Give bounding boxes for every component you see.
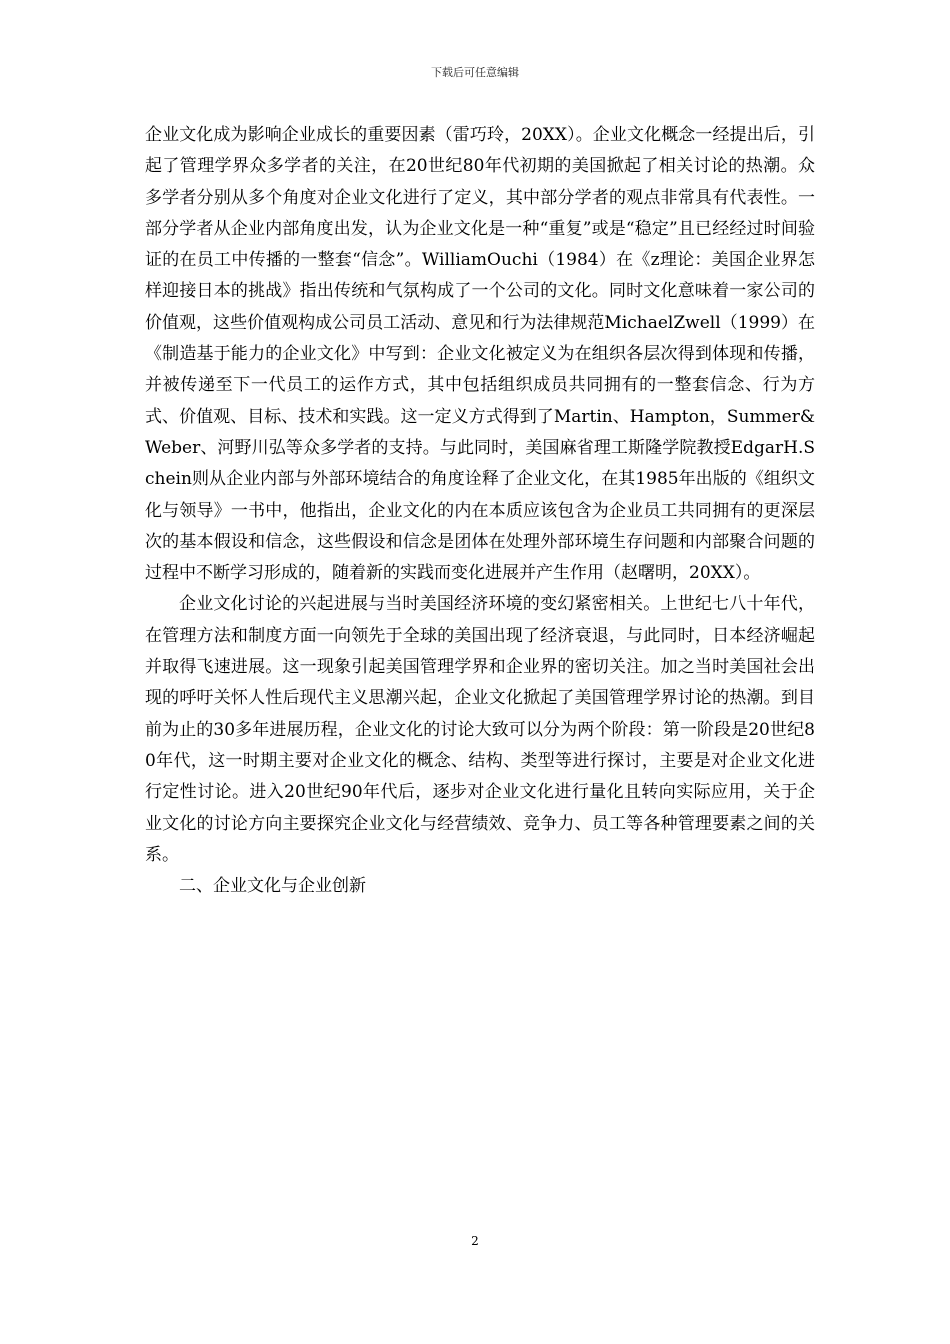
document-body — [145, 120, 815, 902]
page-header: 下载后可任意编辑 — [431, 66, 519, 79]
paragraph-1: 企业文化成为影响企业成长的重要因素（雷巧玲，20XX）。企业文化概念一经提出后，引起了管理学界众多学者的关注，在20世纪80年代初期的美国掀起了相关讨论的热潮。众多学者分别从多个角度对企业文化进行了定义，其中部分学者的观点非常具有代表性。一部分学者从企业内部角度出发，认为企业文化是一种“重复”或是“稳定”且已经经过时间验证的在员工中传播的一整套“信念”。WilliamOuchi（1984）在《z理论：美国企业界怎样迎接日本的挑战》指出传统和气氛构成了一个公司的文化。同时文化意味着一家公司的价值观，这些价值观构成公司员工活动、意见和行为法律规范MichaelZwell（1999）在《制造基于能力的企业文化》中写到：企业文化被定义为在组织各层次得到体现和传播，并被传递至下一代员工的运作方式，其中包括组织成员共同拥有的一整套信念、行为方式、价值观、目标、技术和实践。这一定义方式得到了Martin、Hampton，Summer&Weber、河野川弘等众多学者的支持。与此同时，美国麻省理工斯隆学院教授EdgarH.Schein则从企业内部与外部环境结合的角度诠释了企业文化，在其1985年出版的《组织文化与领导》一书中，他指出，企业文化的内在本质应该包含为企业员工共同拥有的更深层次的基本假设和信念，这些假设和信念是团体在处理外部环境生存问题和内部聚合问题的过程中不断学习形成的，随着新的实践而变化进展并产生作用（赵曙明，20XX）。 — [145, 125, 815, 584]
section-heading: 二、企业文化与企业创新 — [179, 876, 366, 897]
page-number: 2 — [471, 1234, 479, 1248]
paragraph-2: 企业文化讨论的兴起进展与当时美国经济环境的变幻紧密相关。上世纪七八十年代，在管理方法和制度方面一向领先于全球的美国出现了经济衰退，与此同时，日本经济崛起并取得飞速进展。这一现象引起美国管理学界和企业界的密切关注。加之当时美国社会出现的呼吁关怀人性后现代主义思潮兴起，企业文化掀起了美国管理学界讨论的热潮。到目前为止的30多年进展历程，企业文化的讨论大致可以分为两个阶段：第一阶段是20世纪80年代，这一时期主要对企业文化的概念、结构、类型等进行探讨，主要是对企业文化进行定性讨论。进入20世纪90年代后，逐步对企业文化进行量化且转向实际应用，关于企业文化的讨论方向主要探究企业文化与经营绩效、竞争力、员工等各种管理要素之间的关系。 — [145, 594, 815, 865]
